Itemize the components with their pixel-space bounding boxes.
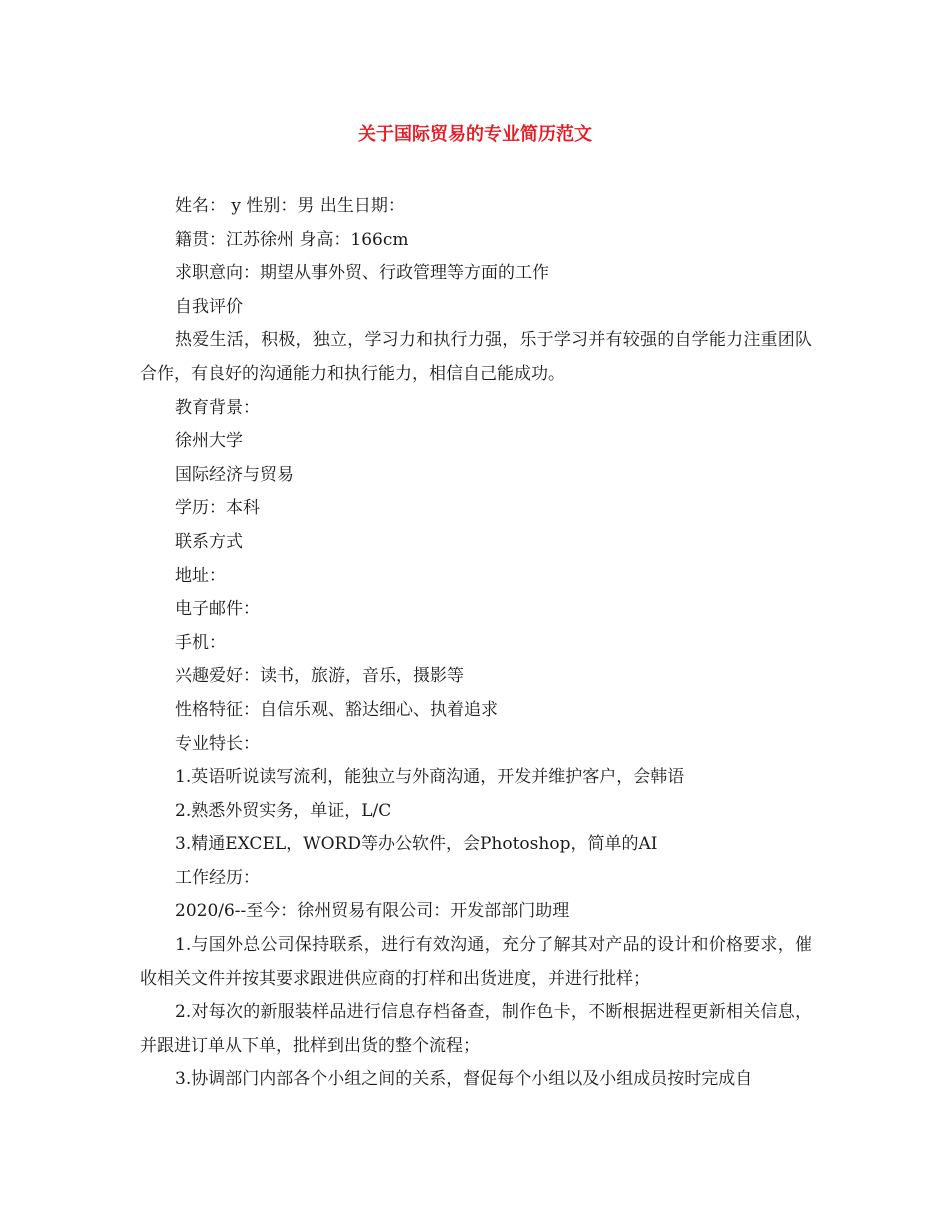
- contact-email: 电子邮件：: [175, 599, 260, 620]
- heading-self-evaluation: 自我评价: [175, 296, 243, 317]
- work-duty-item: 1.与国外总公司保持联系，进行有效沟通，充分了解其对产品的设计和价格要求，催收相关文件并按其要求跟进供应商的打样和出货进度，并进行批样；: [140, 935, 812, 989]
- skill-item: 2.熟悉外贸实务，单证，L/C: [175, 800, 392, 821]
- work-duty-item: 3.协调部门内部各个小组之间的关系，督促每个小组以及小组成员按时完成自: [175, 1069, 753, 1090]
- field-job-intention: 求职意向：期望从事外贸、行政管理等方面的工作: [175, 263, 549, 284]
- hobbies: 兴趣爱好：读书，旅游，音乐，摄影等: [175, 666, 464, 687]
- education-degree: 学历：本科: [175, 498, 260, 519]
- heading-education: 教育背景：: [175, 397, 260, 418]
- document-body: [140, 190, 812, 1097]
- work-position: 2020/6--至今：徐州贸易有限公司：开发部部门助理: [175, 901, 570, 922]
- personality: 性格特征：自信乐观、豁达细心、执着追求: [175, 699, 498, 720]
- document-title: 关于国际贸易的专业简历范文: [358, 124, 592, 145]
- heading-contact: 联系方式: [175, 531, 243, 552]
- contact-address: 地址：: [175, 565, 226, 586]
- skill-item: 3.精通EXCEL，WORD等办公软件，会Photoshop，简单的AI: [175, 834, 658, 855]
- education-major: 国际经济与贸易: [175, 464, 294, 485]
- field-hometown-height: 籍贯：江苏徐州 身高：166cm: [175, 229, 409, 250]
- work-duty-item: 2.对每次的新服装样品进行信息存档备查，制作色卡，不断根据进程更新相关信息，并跟进订单从下单，批样到出货的整个流程；: [140, 1002, 812, 1056]
- heading-skills: 专业特长：: [175, 733, 260, 754]
- field-name-gender-birth: 姓名： y 性别：男 出生日期：: [175, 196, 405, 216]
- education-school: 徐州大学: [175, 431, 243, 452]
- heading-work-experience: 工作经历：: [175, 867, 260, 888]
- skill-item: 1.英语听说读写流利，能独立与外商沟通，开发并维护客户，会韩语: [175, 767, 685, 788]
- contact-phone: 手机：: [175, 632, 226, 653]
- self-evaluation-paragraph: 热爱生活，积极，独立，学习力和执行力强，乐于学习并有较强的自学能力注重团队合作，有良好的沟通能力和执行能力，相信自己能成功。: [140, 330, 812, 384]
